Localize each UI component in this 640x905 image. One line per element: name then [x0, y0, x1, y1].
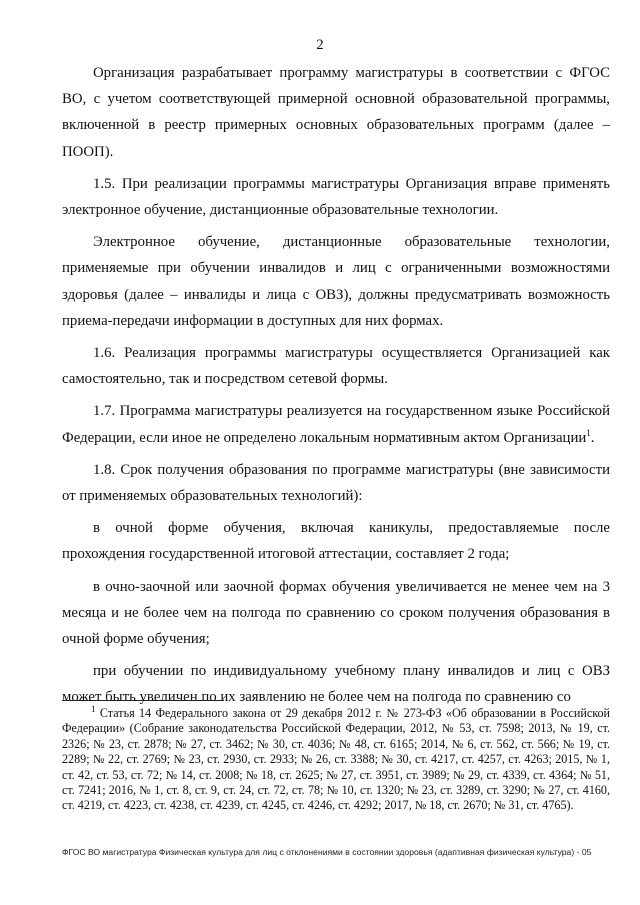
footnote-divider: [62, 700, 224, 701]
paragraph: в очной форме обучения, включая каникулы, предоставляемые после прохождения государственной итоговой аттестации, составляет 2 года;: [62, 520, 610, 563]
footnote-paragraph: [62, 703, 610, 814]
paragraph: 1.8. Срок получения образования по программе магистратуры (вне зависимости от применяемых образовательных технологий):: [62, 461, 610, 505]
body-text: [62, 60, 610, 717]
paragraph: 1.6. Реализация программы магистратуры осуществляется Организацией как самостоятельно, так и посредством сетевой формы.: [62, 345, 610, 388]
paragraph-tail: .: [590, 429, 595, 446]
paragraph-with-footnote: [62, 398, 610, 450]
footnote-reference[interactable]: 1: [586, 427, 591, 438]
footnote-marker: 1: [91, 703, 96, 714]
paragraph: 1.5. При реализации программы магистратуры Организация вправе применять электронное обучение, дистанционные образовательные технологии.: [62, 175, 610, 219]
paragraph: при обучении по индивидуальному учебному плану инвалидов и лиц с ОВЗ может быть увеличен по их заявлению не более чем на полгода по сравнению со: [62, 663, 610, 706]
paragraph: Электронное обучение, дистанционные образовательные технологии, применяемые при обучении инвалидов и лиц с ограниченными возможностями здоровья (далее – инвалиды и лица с ОВЗ), должны предусматривать возможность приема-передачи информации в доступных для них формах.: [62, 234, 610, 329]
footnote: [62, 703, 610, 814]
paragraph: в очно-заочной или заочной формах обучения увеличивается не менее чем на 3 месяца и не более чем на полгода по сравнению со сроком получения образования в очной форме обучения;: [62, 578, 610, 648]
paragraph: Организация разрабатывает программу магистратуры в соответствии с ФГОС ВО, с учетом соответствующей примерной основной образовательной программы, включенной в реестр примерных основных образовательных программ (далее – ПООП).: [62, 65, 610, 160]
paragraph-text: 1.7. Программа магистратуры реализуется на государственном языке Российской Федерации, если иное не определено локальным нормативным актом Организации: [62, 403, 610, 446]
page-number: 2: [316, 37, 324, 53]
footnote-text: Статья 14 Федерального закона от 29 декабря 2012 г. № 273-ФЗ «Об образовании в Российской Федерации» (Собрание законодательства Российской Федерации, 2012, № 53, ст. 7598; 2013, № 19, ст. 2326; № 23, ст. 2878; № 27, ст. 3462; № 30, ст. 4036; № 48, ст. 6165; 2014, № 6, ст. 562, ст. 566; № 19, ст. 2289; № 22, ст. 2769; № 23, ст. 2930, ст. 2933; № 26, ст. 3388; № 30, ст. 4217, ст. 4257, ст. 4263; 2015, № 1, ст. 42, ст. 53, ст. 72; № 14, ст. 2008; № 18, ст. 2625; № 27, ст. 3951, ст. 3989; № 29, ст. 4339, ст. 4364; № 51, ст. 7241; 2016, № 1, ст. 8, ст. 9, ст. 24, ст. 72, ст. 78; № 10, ст. 1320; № 23, ст. 3289, ст. 3290; № 27, ст. 4160, ст. 4219, ст. 4223, ст. 4238, ст. 4239, ст. 4245, ст. 4246, ст. 4292; 2017, № 18, ст. 2670; № 31, ст. 4765).: [62, 706, 610, 813]
page-footer: ФГОС ВО магистратура Физическая культура для лиц с отклонениями в состоянии здоровья (адаптивная физическая культура) - 05: [62, 847, 592, 857]
